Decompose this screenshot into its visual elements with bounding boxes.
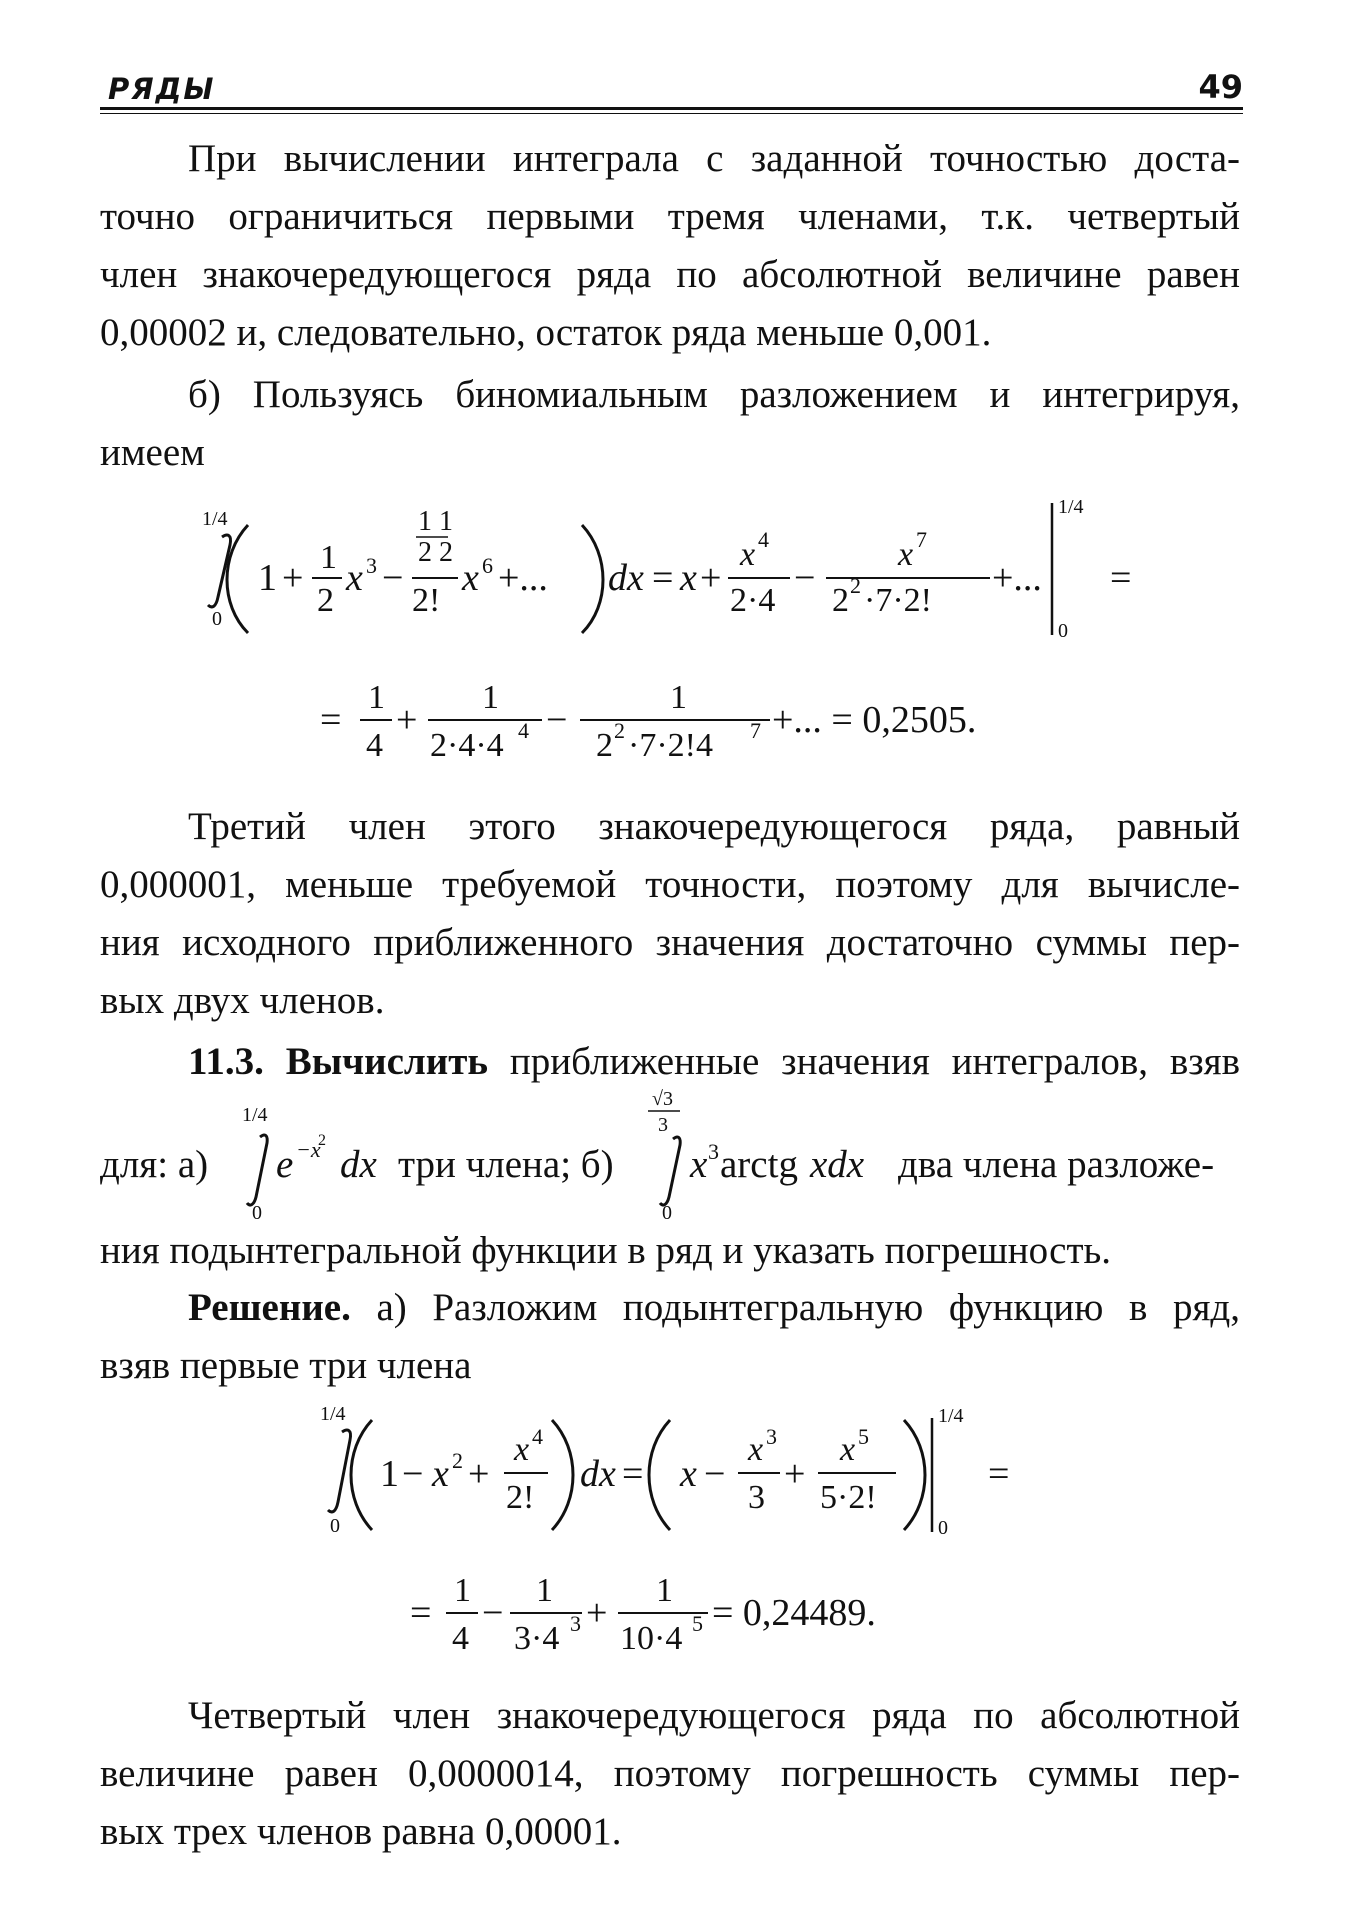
text-line: имеем [100, 431, 205, 474]
series-result: +... = 0,2505. [772, 699, 977, 741]
text-line: ния подынтегральной функции в ряд и указать погрешность. [100, 1229, 1112, 1272]
frac-den: 2 [317, 582, 334, 619]
formula-exp-sum [410, 1565, 970, 1685]
right-paren [552, 1420, 573, 1530]
minus-sign: − [382, 557, 404, 599]
solution-text: а) Разложим подынтегральную функцию в ряд, [376, 1286, 1241, 1329]
header-rule [100, 107, 1243, 110]
integral-sign [328, 1430, 351, 1512]
frac-den: 2! [412, 582, 441, 619]
page-number: 49 [1198, 68, 1243, 106]
frac-num: x [898, 536, 914, 573]
minus-sign: − [402, 1453, 424, 1495]
text-line: Третий член этого знакочередующегося ряда, равный [188, 805, 1240, 848]
exponent: 3 [766, 1424, 777, 1449]
frac-num: x [514, 1431, 530, 1468]
text-line: При вычислении интеграла с заданной точностью доста- [188, 137, 1240, 180]
term-one: 1 [380, 1453, 399, 1495]
frac-den: 2 [832, 582, 849, 619]
exponent: 4 [532, 1424, 543, 1449]
formula-integral-binomial [200, 485, 1160, 650]
text-line: для: а) [100, 1143, 209, 1186]
var-x: x [346, 557, 363, 599]
text-line: член знакочередующегося ряда по абсолютной величине равен [100, 253, 1240, 296]
integral-upper-limit: 1/4 [242, 1104, 268, 1126]
right-paren [582, 525, 603, 633]
text-line: величине равен 0,0000014, поэтому погрешность суммы пер- [100, 1752, 1240, 1795]
integral-upper-limit: 3 [658, 1114, 668, 1136]
problem-number: 11.3. [188, 1040, 264, 1083]
paragraph-3 [100, 798, 1240, 1030]
frac-num-top: 1 1 [418, 506, 453, 537]
equals-sign: = [1110, 557, 1132, 599]
frac-den: 4 [452, 1620, 469, 1657]
eval-upper-limit: 1/4 [1058, 496, 1084, 518]
frac-den: 3 [748, 1479, 765, 1516]
frac-num-bottom: 2 2 [418, 537, 453, 568]
exponent: 4 [518, 718, 529, 743]
exponent: 3 [570, 1611, 581, 1636]
frac-den: 3·4 [514, 1620, 560, 1657]
equals-sign: = [410, 1592, 432, 1634]
section-title: РЯДЫ [108, 72, 216, 106]
exponent: 5 [858, 1424, 869, 1449]
text-line: 0,00002 и, следовательно, остаток ряда меньше 0,001. [100, 311, 992, 354]
integral-upper-limit: √3 [652, 1088, 673, 1110]
exponent: 2 [614, 718, 625, 743]
equals-sign: = [988, 1453, 1010, 1495]
text-line: взяв первые три члена [100, 1344, 472, 1387]
frac-den: ·7·2!4 [628, 727, 713, 764]
formula-inline-integrals [100, 1085, 1246, 1235]
eval-lower-limit: 0 [938, 1517, 948, 1539]
integral-upper-limit: 1/4 [320, 1403, 346, 1425]
text-line: Четвертый член знакочередующегося ряда по абсолютной [188, 1694, 1240, 1737]
exponent: 3 [366, 553, 377, 578]
right-paren [904, 1420, 925, 1530]
exponent: 2 [452, 1448, 463, 1473]
frac-num: 1 [454, 1572, 471, 1609]
header-rule-thin [100, 113, 1243, 114]
plus-sign: + [586, 1592, 608, 1634]
minus-sign: − [482, 1592, 504, 1634]
text-line: ния исходного приближенного значения достаточно суммы пер- [100, 921, 1240, 964]
eval-upper-limit: 1/4 [938, 1405, 964, 1427]
paragraph-2 [100, 366, 1240, 482]
text-line [100, 1033, 1240, 1091]
frac-den: 2! [506, 1479, 535, 1516]
page-header [100, 68, 1243, 116]
frac-den: 2 [596, 727, 613, 764]
problem-text: приближенные значения интегралов, взяв [509, 1040, 1240, 1083]
var-x: x [680, 1453, 697, 1495]
exponent: 7 [750, 718, 761, 743]
formula-series-sum [320, 672, 1040, 792]
frac-num: x [748, 1431, 764, 1468]
exponent: −x [296, 1137, 321, 1162]
left-paren [649, 1420, 670, 1530]
minus-sign: − [704, 1453, 726, 1495]
integral-sign [660, 1137, 680, 1205]
left-paren [351, 1420, 372, 1530]
paragraph-1 [100, 130, 1240, 362]
solution-paragraph [100, 1279, 1240, 1395]
dx: dx [340, 1143, 377, 1186]
integral-lower-limit: 0 [212, 608, 222, 630]
equals-sign: = [622, 1453, 644, 1495]
exponent: 3 [708, 1139, 719, 1164]
text-line: вых трех членов равна 0,00001. [100, 1810, 622, 1853]
frac-num: 1 [368, 679, 385, 716]
integral-lower-limit: 0 [662, 1202, 672, 1224]
ellipsis: +... [992, 557, 1042, 599]
integral-lower-limit: 0 [330, 1515, 340, 1537]
integral-lower-limit: 0 [252, 1202, 262, 1224]
integral-upper-limit: 1/4 [202, 508, 228, 530]
frac-den: ·7·2! [864, 582, 932, 619]
var-e: e [276, 1143, 294, 1186]
text-line [100, 1279, 1240, 1337]
equals-sign: = [652, 557, 674, 599]
frac-den: 10·4 [620, 1620, 683, 1657]
var-x: x [432, 1453, 449, 1495]
exponent: 2 [318, 1132, 326, 1149]
plus-sign: + [700, 557, 722, 599]
exponent: 4 [758, 527, 769, 552]
frac-num: 1 [320, 539, 337, 576]
exponent: 7 [916, 527, 927, 552]
dx: dx [580, 1453, 616, 1495]
solution-label: Решение. [188, 1286, 351, 1329]
plus-sign: + [396, 699, 418, 741]
exponent: 2 [850, 573, 861, 598]
arctg: arctg [720, 1143, 798, 1186]
ellipsis: +... [498, 557, 548, 599]
integral-sign [247, 1135, 267, 1205]
frac-num: 1 [482, 679, 499, 716]
minus-sign: − [794, 557, 816, 599]
frac-den: 4 [366, 727, 383, 764]
var-x: x [690, 1143, 708, 1186]
plus-sign: + [282, 557, 304, 599]
equals-sign: = [320, 699, 342, 741]
text-line: б) Пользуясь биномиальным разложением и интегрируя, [188, 373, 1240, 416]
problem-verb: Вычислить [285, 1040, 489, 1083]
series-result: = 0,24489. [712, 1592, 876, 1634]
var-x: x [462, 557, 479, 599]
paragraph-5 [100, 1222, 1240, 1280]
frac-den: 2·4·4 [430, 727, 504, 764]
text-line: точно ограничиться первыми тремя членами, т.к. четвертый [100, 195, 1240, 238]
exponent: 5 [692, 1611, 703, 1636]
frac-num: x [740, 536, 756, 573]
problem-statement [100, 1033, 1240, 1091]
text-line: три члена; б) [398, 1143, 614, 1186]
frac-num: 1 [656, 1572, 673, 1609]
plus-sign: + [784, 1453, 806, 1495]
frac-den: 2·4 [730, 582, 776, 619]
eval-lower-limit: 0 [1058, 620, 1068, 642]
paragraph-7 [100, 1687, 1240, 1861]
frac-num: 1 [670, 679, 687, 716]
formula-exp-integral [320, 1400, 1040, 1555]
plus-sign: + [468, 1453, 490, 1495]
text-line: два члена разложе- [898, 1143, 1215, 1186]
term-one: 1 [258, 557, 277, 599]
text-line: 0,000001, меньше требуемой точности, поэтому для вычисле- [100, 863, 1240, 906]
exponent: 6 [482, 553, 493, 578]
frac-num: x [840, 1431, 856, 1468]
frac-den: 5·2! [820, 1479, 877, 1516]
xdx: xdx [810, 1143, 865, 1186]
minus-sign: − [546, 699, 568, 741]
frac-num: 1 [536, 1572, 553, 1609]
dx: dx [608, 557, 644, 599]
text-line: вых двух членов. [100, 979, 385, 1022]
var-x: x [680, 557, 697, 599]
